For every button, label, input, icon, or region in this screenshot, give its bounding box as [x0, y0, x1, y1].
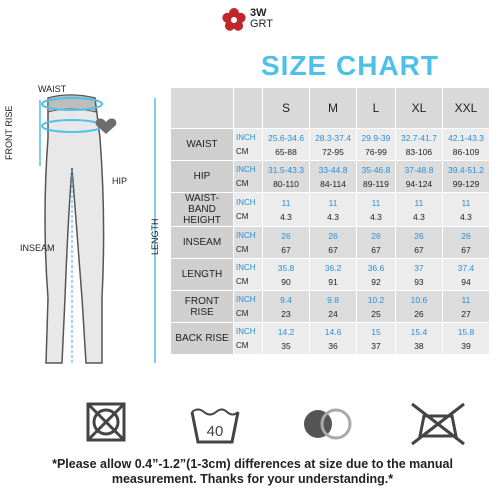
value-cm: 83-106 — [405, 146, 433, 157]
table-cell — [310, 323, 357, 355]
row-label: BACK RISE — [171, 323, 234, 355]
value-cm: 39 — [461, 340, 471, 351]
row-label: WAIST-BAND HEIGHT — [171, 193, 234, 227]
unit-inch: INCH — [236, 294, 256, 304]
table-cell — [395, 193, 442, 227]
size-header: M — [310, 88, 357, 129]
table-row — [171, 291, 490, 323]
value-cm: 36 — [328, 340, 338, 351]
row-label: FRONT RISE — [171, 291, 234, 323]
value-inch: 11 — [461, 197, 471, 208]
value-cm: 80-110 — [273, 178, 299, 189]
no-tumble-dry-icon — [88, 404, 124, 440]
size-header: S — [263, 88, 310, 129]
diagram-label-waist: WAIST — [38, 84, 67, 94]
table-cell — [357, 161, 396, 193]
row-label: HIP — [171, 161, 234, 193]
care-icons — [80, 398, 500, 448]
table-row — [171, 129, 490, 161]
value-inch: 10.2 — [367, 294, 385, 305]
value-cm: 4.3 — [460, 211, 472, 222]
table-corner — [171, 88, 234, 129]
legging-diagram — [10, 78, 170, 388]
brand-name: 3W GRT — [250, 7, 274, 30]
value-cm: 99-129 — [452, 178, 480, 189]
value-inch: 26 — [281, 230, 291, 241]
page-title: SIZE CHART — [261, 50, 439, 81]
value-inch: 28.3-37.4 — [315, 132, 351, 143]
unit-cm: CM — [236, 340, 249, 350]
value-cm: 4.3 — [280, 211, 292, 222]
value-cm: 86-109 — [452, 146, 480, 157]
value-inch: 15 — [371, 326, 381, 337]
unit-inch: INCH — [236, 197, 256, 207]
unit-inch: INCH — [236, 326, 256, 336]
size-header: XXL — [442, 88, 489, 129]
value-inch: 37 — [414, 262, 424, 273]
value-inch: 14.6 — [324, 326, 342, 337]
unit-inch: INCH — [236, 132, 256, 142]
table-cell — [442, 259, 489, 291]
size-header: L — [357, 88, 396, 129]
table-cell — [263, 291, 310, 323]
value-inch: 26 — [414, 230, 424, 241]
value-cm: 4.3 — [413, 211, 425, 222]
value-cm: 92 — [371, 276, 381, 287]
value-inch: 42.1-43.3 — [448, 132, 484, 143]
value-inch: 26 — [461, 230, 471, 241]
table-cell — [263, 227, 310, 259]
table-cell — [357, 227, 396, 259]
value-cm: 93 — [414, 276, 424, 287]
table-cell — [357, 193, 396, 227]
value-cm: 91 — [328, 276, 338, 287]
table-cell — [442, 161, 489, 193]
unit-cm: CM — [236, 146, 249, 156]
value-cm: 37 — [371, 340, 381, 351]
size-chart-table — [170, 87, 490, 355]
table-cell — [357, 129, 396, 161]
table-cell — [395, 129, 442, 161]
value-cm: 35 — [281, 340, 291, 351]
diagram-label-inseam: INSEAM — [20, 243, 55, 253]
table-cell — [310, 193, 357, 227]
table-cell — [442, 323, 489, 355]
value-cm: 4.3 — [370, 211, 382, 222]
table-cell — [395, 161, 442, 193]
table-row — [171, 193, 490, 227]
value-cm: 24 — [328, 308, 338, 319]
table-row — [171, 323, 490, 355]
unit-cm: CM — [236, 178, 249, 188]
value-inch: 35.8 — [277, 262, 295, 273]
value-cm: 67 — [328, 244, 338, 255]
table-cell — [357, 323, 396, 355]
value-inch: 35-46.8 — [361, 164, 391, 175]
table-row — [171, 227, 490, 259]
value-inch: 9.8 — [327, 294, 339, 305]
table-cell — [263, 193, 310, 227]
svg-text:40: 40 — [206, 423, 224, 440]
value-cm: 94-124 — [405, 178, 433, 189]
table-cell — [395, 259, 442, 291]
value-inch: 11 — [281, 197, 291, 208]
table-cell — [310, 291, 357, 323]
table-cell — [310, 227, 357, 259]
value-inch: 37.4 — [457, 262, 475, 273]
value-cm: 84-114 — [320, 178, 346, 189]
table-row — [171, 259, 490, 291]
value-cm: 26 — [414, 308, 424, 319]
row-label: WAIST — [171, 129, 234, 161]
disclaimer-note: *Please allow 0.4”-1.2”(1-3cm) differences at size due to the manual measurement. Thanks for your understanding.* — [52, 457, 453, 486]
table-cell — [263, 129, 310, 161]
no-iron-icon — [412, 404, 464, 444]
value-inch: 11 — [461, 294, 471, 305]
unit-cm: CM — [236, 244, 249, 254]
unit-cm: CM — [236, 308, 249, 318]
table-cell — [263, 323, 310, 355]
value-cm: 65-88 — [275, 146, 297, 157]
value-inch: 37-48.8 — [404, 164, 434, 175]
table-cell — [310, 161, 357, 193]
value-inch: 11 — [328, 197, 338, 208]
unit-inch: INCH — [236, 164, 256, 174]
diagram-label-hip: HIP — [112, 176, 128, 186]
unit-inch: INCH — [236, 262, 256, 272]
value-inch: 32.7-41.7 — [400, 132, 437, 143]
wash-40-icon — [192, 410, 238, 443]
value-inch: 14.2 — [277, 326, 295, 337]
value-inch: 33-44.8 — [318, 164, 348, 175]
value-inch: 36.6 — [367, 262, 385, 273]
value-cm: 76-99 — [365, 146, 387, 157]
value-cm: 38 — [414, 340, 424, 351]
table-cell — [442, 291, 489, 323]
table-cell — [442, 227, 489, 259]
table-cell — [442, 193, 489, 227]
diagram-label-front-rise: FRONT RISE — [4, 105, 14, 160]
value-inch: 15.8 — [457, 326, 475, 337]
value-cm: 72-95 — [322, 146, 344, 157]
table-cell — [395, 323, 442, 355]
value-cm: 67 — [461, 244, 471, 255]
value-inch: 26 — [328, 230, 338, 241]
value-cm: 27 — [461, 308, 471, 319]
value-cm: 4.3 — [327, 211, 339, 222]
table-cell — [310, 129, 357, 161]
value-inch: 25.6-34.6 — [268, 132, 304, 143]
value-inch: 11 — [371, 197, 381, 208]
row-label: INSEAM — [171, 227, 234, 259]
table-cell — [442, 129, 489, 161]
value-inch: 26 — [371, 230, 381, 241]
diagram-label-length: LENGTH — [150, 218, 160, 255]
value-inch: 9.4 — [280, 294, 292, 305]
value-cm: 90 — [281, 276, 291, 287]
table-cell — [357, 259, 396, 291]
value-inch: 10.6 — [410, 294, 428, 305]
value-cm: 94 — [461, 276, 471, 287]
value-inch: 11 — [414, 197, 424, 208]
table-cell — [310, 259, 357, 291]
unit-cm: CM — [236, 276, 249, 286]
value-inch: 15.4 — [410, 326, 428, 337]
unit-inch: INCH — [236, 230, 256, 240]
value-inch: 29.9-39 — [361, 132, 391, 143]
row-label: LENGTH — [171, 259, 234, 291]
table-cell — [395, 291, 442, 323]
value-cm: 25 — [371, 308, 381, 319]
value-cm: 89-119 — [363, 178, 389, 189]
value-cm: 67 — [414, 244, 424, 255]
table-cell — [357, 291, 396, 323]
dry-icon — [304, 410, 350, 438]
table-row — [171, 161, 490, 193]
size-header: XL — [395, 88, 442, 129]
unit-cm: CM — [236, 211, 249, 221]
value-inch: 39.4-51.2 — [448, 164, 484, 175]
value-inch: 36.2 — [324, 262, 342, 273]
value-cm: 67 — [281, 244, 291, 255]
table-cell — [263, 161, 310, 193]
table-cell — [395, 227, 442, 259]
table-cell — [263, 259, 310, 291]
value-cm: 23 — [281, 308, 291, 319]
value-cm: 67 — [371, 244, 381, 255]
value-inch: 31.5-43.3 — [268, 164, 304, 175]
